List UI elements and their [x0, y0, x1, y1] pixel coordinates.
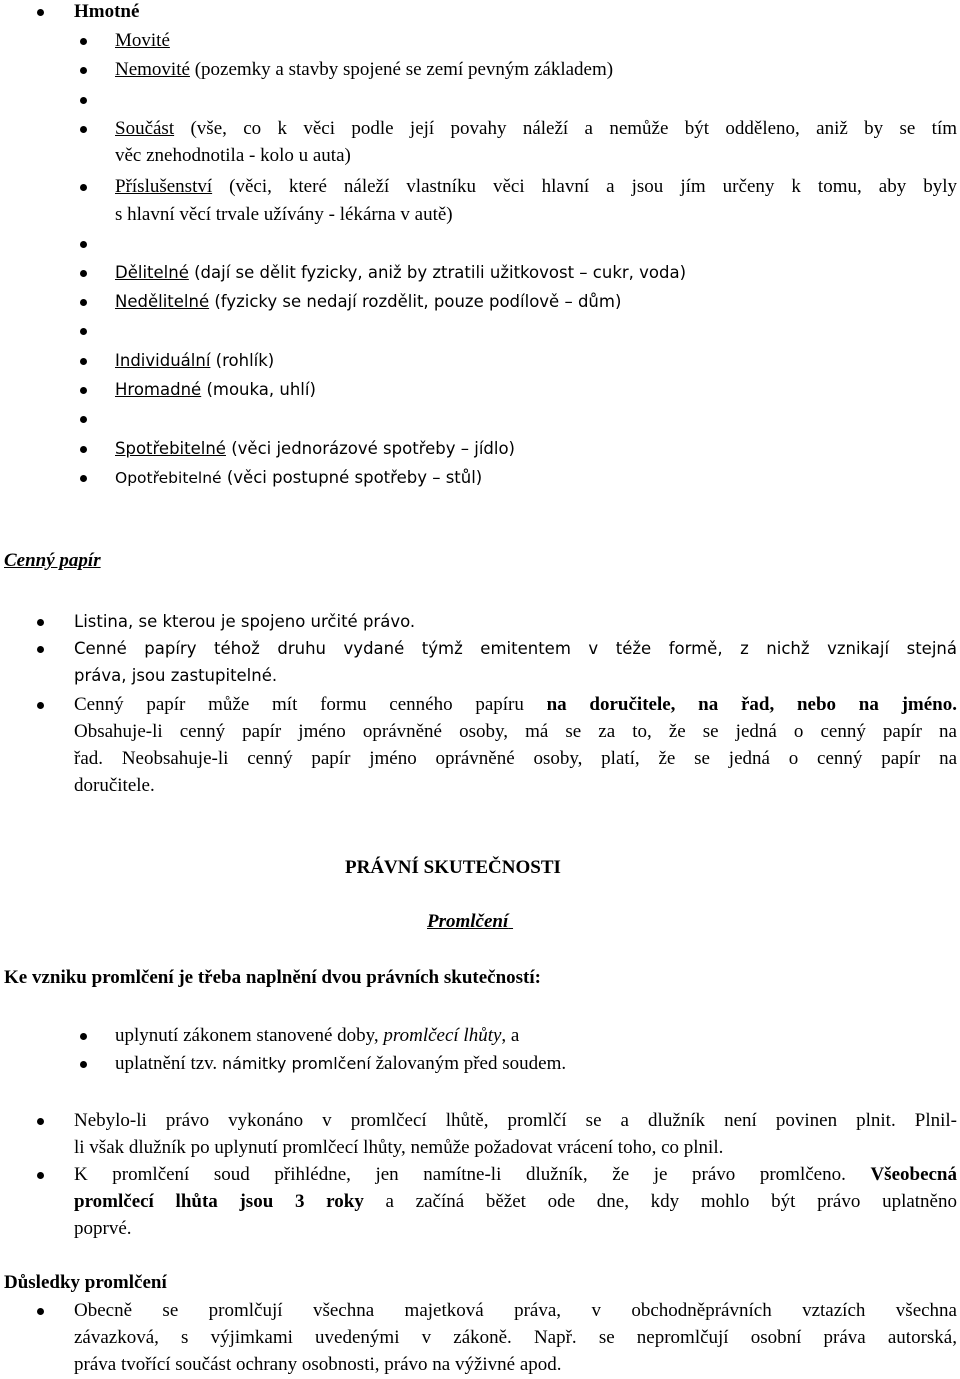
item-delitelne: Dělitelné (dají se dělit fyzicky, aniž by ztratili užitkovost – cukr, voda) [115, 263, 687, 282]
item-nemovite: Nemovité (pozemky a stavby spojené se zemí pevným základem) [115, 59, 614, 80]
bullet [80, 38, 87, 45]
bullet [80, 97, 87, 104]
dusledky-l3: práva tvořící součást ochrany osobnosti, právo na výživné apod. [74, 1354, 562, 1375]
bullet [37, 702, 44, 709]
bullet [80, 446, 87, 453]
bullet [80, 270, 87, 277]
cp-bullet-2-cont: práva, jsou zastupitelné. [74, 666, 278, 685]
bullet [80, 67, 87, 74]
cp-bullet-3-l4: doručitele. [74, 775, 155, 796]
bullet [80, 475, 87, 482]
promlceni-intro: Ke vzniku promlčení je třeba naplnění dvou právních skutečností: [4, 967, 541, 988]
item-nedelitelne: Nedělitelné (fyzicky se nedají rozdělit, pouze podílově – dům) [115, 292, 622, 311]
condition-2: uplatnění tzv. námitky promlčení žalovaným před soudem. [115, 1053, 567, 1074]
bullet [80, 1061, 87, 1068]
bullet [80, 387, 87, 394]
bullet [80, 241, 87, 248]
cp-bullet-3: Cenný papír může mít formu cenného papíru na doručitele, na řad, nebo na jméno. [74, 694, 957, 715]
bullet [37, 619, 44, 626]
heading-dusledky: Důsledky promlčení [4, 1272, 167, 1293]
item-soucast-cont: věc znehodnotila - kolo u auta) [115, 145, 351, 166]
cp-bullet-3-l3: řad. Neobsahuje-li cenný papír jméno oprávněné osoby, platí, že se jedná o cenný papír na [74, 748, 957, 769]
bullet [37, 1308, 44, 1315]
item-opotrebitelne: Opotřebitelné (věci postupné spotřeby – stůl) [115, 468, 483, 487]
bullet [80, 328, 87, 335]
bullet [37, 9, 44, 16]
bullet [37, 1118, 44, 1125]
item-soucast: Součást (vše, co k věci podle její povahy náleží a nemůže být odděleno, aniž by se tím [115, 118, 958, 139]
cp-bullet-1: Listina, se kterou je spojeno určité právo. [74, 612, 416, 631]
promlceni-para-2-l2: promlčecí lhůta jsou 3 roky a začíná běžet ode dne, kdy mohlo být právo uplatněno [74, 1191, 957, 1212]
dusledky-l2: závazková, s výjimkami uvedenými v zákoně. Např. se nepromlčují osobní práva autorská, [74, 1327, 957, 1348]
heading-cenny-papir: Cenný papír [4, 550, 101, 571]
promlceni-para-2-l3: poprvé. [74, 1218, 132, 1239]
item-hromadne: Hromadné (mouka, uhlí) [115, 380, 316, 399]
bullet [80, 126, 87, 133]
item-prislusenstvi-cont: s hlavní věcí trvale užívány - lékárna v autě) [115, 204, 453, 225]
promlceni-para-2: K promlčení soud přihlédne, jen namítne-li dlužník, že je právo promlčeno. Všeobecná [74, 1164, 958, 1185]
heading-hmotne: Hmotné [74, 1, 140, 22]
cp-bullet-2: Cenné papíry téhož druhu vydané týmž emitentem v téže formě, z nichž vznikají stejná [74, 639, 957, 658]
promlceni-para-1: Nebylo-li právo vykonáno v promlčecí lhůtě, promlčí se a dlužník není povinen plnit. Plnil- [74, 1110, 957, 1131]
item-individualni: Individuální (rohlík) [115, 351, 275, 370]
heading-promlceni: Promlčení [427, 911, 509, 932]
bullet [37, 1172, 44, 1179]
item-movite: Movité [115, 30, 170, 51]
cp-bullet-3-l2: Obsahuje-li cenný papír jméno oprávněné osoby, má se za to, že se jedná o cenný papír na [74, 721, 957, 742]
bullet [80, 1033, 87, 1040]
heading-pravni-skutecnosti: PRÁVNÍ SKUTEČNOSTI [345, 857, 561, 878]
condition-1: uplynutí zákonem stanovené doby, promlčecí lhůty, a [115, 1025, 520, 1046]
bullet [80, 299, 87, 306]
bullet [80, 358, 87, 365]
promlceni-para-1-cont: li však dlužník po uplynutí promlčecí lhůty, nemůže požadovat vrácení toho, co plnil. [74, 1137, 724, 1158]
bullet [37, 646, 44, 653]
item-prislusenstvi: Příslušenství (věci, které náleží vlastníku věci hlavní a jsou jím určeny k tomu, aby byly [115, 176, 957, 197]
dusledky-l1: Obecně se promlčují všechna majetková práva, v obchodněprávních vztazích všechna [74, 1300, 957, 1321]
bullet [80, 416, 87, 423]
item-spotrebitelne: Spotřebitelné (věci jednorázové spotřeby – jídlo) [115, 439, 515, 458]
bullet [80, 184, 87, 191]
